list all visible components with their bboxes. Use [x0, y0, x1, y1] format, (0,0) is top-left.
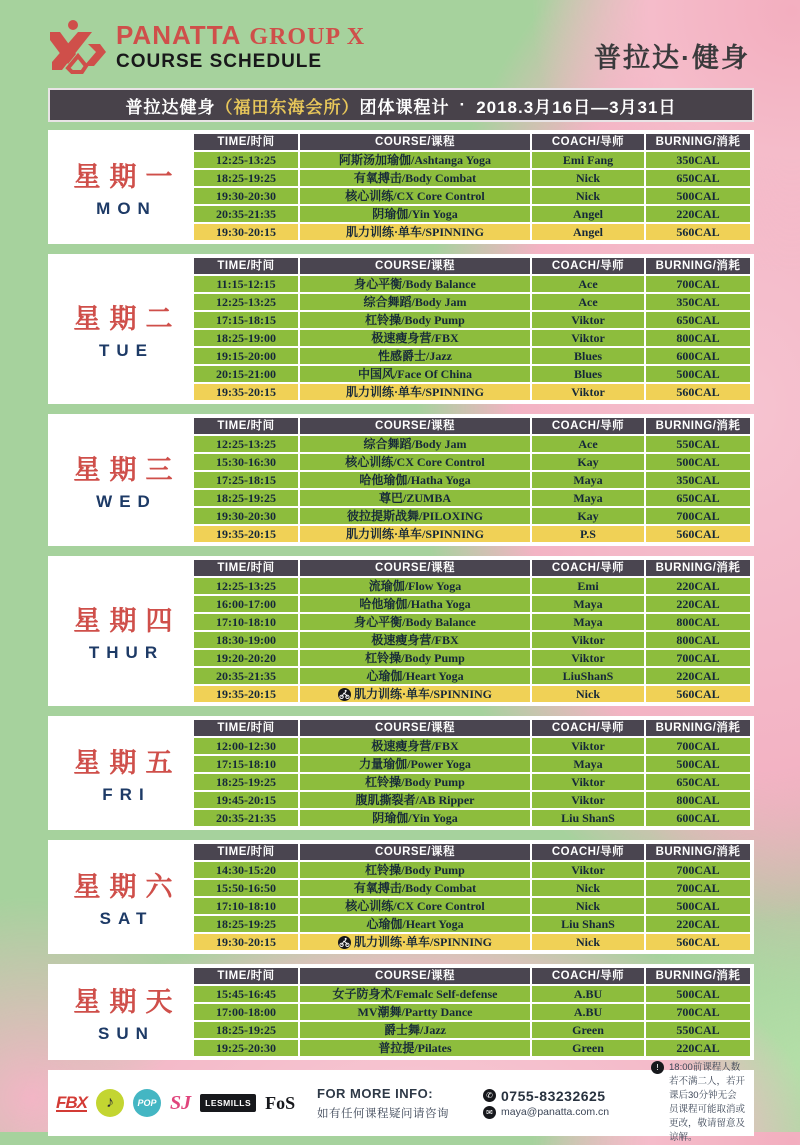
cell-coach: Emi Fang — [532, 152, 644, 168]
brand-chinese: 普拉达·健身 — [594, 43, 750, 73]
day-name-english: TUE — [99, 341, 154, 360]
cell-time: 17:10-18:10 — [194, 614, 298, 630]
cell-burning: 560CAL — [646, 686, 750, 702]
course-name: 肌力训练·单车/SPINNING — [353, 687, 492, 701]
cell-time: 12:25-13:25 — [194, 578, 298, 594]
cell-burning: 700CAL — [646, 276, 750, 292]
brand-groupx: GROUP X — [249, 24, 366, 50]
column-header: COURSE/课程 — [300, 720, 530, 736]
cell-course: 核心训练/CX Core Control — [300, 454, 530, 470]
day-name-chinese: 星期四 — [73, 606, 182, 636]
cell-burning: 550CAL — [646, 1022, 750, 1038]
cell-coach: Emi — [532, 578, 644, 594]
schedule-table — [194, 134, 750, 240]
course-name: 肌力训练·单车/SPINNING — [353, 935, 492, 949]
cell-coach: Nick — [532, 880, 644, 896]
day-label — [52, 418, 194, 542]
email-address[interactable]: maya@panatta.com.cn — [501, 1106, 610, 1118]
cell-course: 力量瑜伽/Power Yoga — [300, 756, 530, 772]
cell-course: MV潮舞/Partty Dance — [300, 1004, 530, 1020]
cell-coach: Nick — [532, 898, 644, 914]
column-header: COACH/导师 — [532, 720, 644, 736]
column-header: TIME/时间 — [194, 844, 298, 860]
brand-subtitle: COURSE SCHEDULE — [116, 51, 323, 72]
column-header: COACH/导师 — [532, 134, 644, 150]
day-section — [48, 716, 754, 830]
cell-coach: Green — [532, 1022, 644, 1038]
lesmills-logo-icon: LESMILLS — [200, 1094, 256, 1112]
column-header: COACH/导师 — [532, 844, 644, 860]
cell-time: 17:15-18:10 — [194, 756, 298, 772]
cell-time: 18:25-19:25 — [194, 490, 298, 506]
cell-burning: 220CAL — [646, 596, 750, 612]
schedule-sections — [48, 130, 754, 1060]
cell-coach: Liu ShanS — [532, 916, 644, 932]
cell-course: 哈他瑜伽/Hatha Yoga — [300, 472, 530, 488]
cell-burning: 500CAL — [646, 366, 750, 382]
cell-burning: 700CAL — [646, 650, 750, 666]
schedule-table — [194, 560, 750, 702]
notice-text: 18:00前课程人数若不满二人，若开课后30分钟无会员课程可能取消或更改，敬请留意及谅解。 — [669, 1062, 746, 1143]
column-header: BURNING/消耗 — [646, 720, 750, 736]
cell-burning: 500CAL — [646, 986, 750, 1002]
day-label — [52, 968, 194, 1056]
cell-course: 肌力训练·单车/SPINNING — [300, 526, 530, 542]
cell-coach: Nick — [532, 170, 644, 186]
cell-burning: 500CAL — [646, 454, 750, 470]
cell-time: 18:25-19:00 — [194, 330, 298, 346]
cell-burning: 500CAL — [646, 898, 750, 914]
cell-coach: A.BU — [532, 1004, 644, 1020]
cell-time: 19:30-20:15 — [194, 224, 298, 240]
column-header: BURNING/消耗 — [646, 134, 750, 150]
column-header: COACH/导师 — [532, 258, 644, 274]
day-section — [48, 414, 754, 546]
info-title: FOR MORE INFO: — [317, 1085, 434, 1101]
cell-burning: 700CAL — [646, 862, 750, 878]
cell-course: 流瑜伽/Flow Yoga — [300, 578, 530, 594]
phone-icon: ✆ — [483, 1089, 496, 1102]
cell-course: 身心平衡/Body Balance — [300, 614, 530, 630]
day-label — [52, 560, 194, 702]
column-header: TIME/时间 — [194, 134, 298, 150]
cell-course: 性感爵士/Jazz — [300, 348, 530, 364]
cell-course: 阴瑜伽/Yin Yoga — [300, 206, 530, 222]
cell-time: 11:15-12:15 — [194, 276, 298, 292]
pop-dance-logo-icon: POP — [133, 1089, 161, 1117]
phone-number[interactable]: 0755-83232625 — [501, 1087, 606, 1104]
cell-course — [300, 686, 530, 702]
cell-coach: Viktor — [532, 384, 644, 400]
cell-time: 15:45-16:45 — [194, 986, 298, 1002]
cell-time: 20:15-21:00 — [194, 366, 298, 382]
column-header: COURSE/课程 — [300, 844, 530, 860]
column-header: TIME/时间 — [194, 560, 298, 576]
cell-coach: Maya — [532, 614, 644, 630]
cell-course: 肌力训练·单车/SPINNING — [300, 384, 530, 400]
cell-course: 极速瘦身营/FBX — [300, 738, 530, 754]
column-header: COURSE/课程 — [300, 134, 530, 150]
cell-time: 12:25-13:25 — [194, 294, 298, 310]
cell-course: 杠铃操/Body Pump — [300, 312, 530, 328]
cell-coach: Maya — [532, 490, 644, 506]
brand-panatta: PANATTA — [116, 20, 242, 50]
cell-time: 19:35-20:15 — [194, 526, 298, 542]
cell-burning: 700CAL — [646, 738, 750, 754]
cell-coach: Viktor — [532, 738, 644, 754]
cell-coach: Nick — [532, 934, 644, 950]
cell-time: 18:25-19:25 — [194, 916, 298, 932]
cell-coach: Maya — [532, 756, 644, 772]
cell-burning: 550CAL — [646, 436, 750, 452]
cell-coach: Viktor — [532, 774, 644, 790]
cell-burning: 650CAL — [646, 490, 750, 506]
cell-coach: Angel — [532, 224, 644, 240]
cell-coach: Ace — [532, 276, 644, 292]
day-name-chinese: 星期一 — [73, 162, 182, 192]
cell-coach: Viktor — [532, 312, 644, 328]
column-header: COURSE/课程 — [300, 968, 530, 984]
email-icon: ✉ — [483, 1106, 496, 1119]
cell-course: 阿斯汤加瑜伽/Ashtanga Yoga — [300, 152, 530, 168]
spinning-cyclist-icon — [338, 688, 351, 701]
cell-time: 20:35-21:35 — [194, 206, 298, 222]
cell-burning: 220CAL — [646, 668, 750, 684]
cell-burning: 560CAL — [646, 934, 750, 950]
cell-time: 19:15-20:00 — [194, 348, 298, 364]
cell-burning: 800CAL — [646, 614, 750, 630]
day-name-english: SUN — [98, 1024, 155, 1043]
brand-name — [116, 22, 365, 50]
cell-course: 女子防身术/Femalc Self-defense — [300, 986, 530, 1002]
contact-block — [483, 1086, 643, 1121]
day-section — [48, 130, 754, 244]
cell-course: 阴瑜伽/Yin Yoga — [300, 810, 530, 826]
cell-time: 19:25-20:30 — [194, 1040, 298, 1056]
day-name-english: SAT — [99, 909, 154, 928]
column-header: COACH/导师 — [532, 418, 644, 434]
title-banner — [48, 88, 754, 122]
cell-course: 心瑜伽/Heart Yoga — [300, 916, 530, 932]
column-header: COACH/导师 — [532, 968, 644, 984]
dancer-logo-icon: ♪ — [96, 1089, 124, 1117]
cell-burning: 700CAL — [646, 1004, 750, 1020]
cell-burning: 700CAL — [646, 508, 750, 524]
cell-course: 有氧搏击/Body Combat — [300, 880, 530, 896]
day-name-english: MON — [96, 199, 157, 218]
column-header: COACH/导师 — [532, 560, 644, 576]
cell-burning: 600CAL — [646, 348, 750, 364]
cell-time: 12:25-13:25 — [194, 152, 298, 168]
cell-course: 核心训练/CX Core Control — [300, 188, 530, 204]
cell-coach: Ace — [532, 294, 644, 310]
day-name-english: THUR — [88, 643, 165, 662]
spinning-cyclist-icon — [338, 936, 351, 949]
schedule-table — [194, 418, 750, 542]
day-section — [48, 254, 754, 404]
cell-coach: Angel — [532, 206, 644, 222]
logo-block — [48, 20, 365, 74]
cyclist-logo-icon: FoS — [265, 1092, 296, 1113]
schedule-table — [194, 844, 750, 950]
cell-course: 杠铃操/Body Pump — [300, 774, 530, 790]
day-section — [48, 964, 754, 1060]
info-block — [317, 1086, 477, 1121]
cell-burning: 350CAL — [646, 294, 750, 310]
cell-course: 有氧搏击/Body Combat — [300, 170, 530, 186]
cell-time: 12:00-12:30 — [194, 738, 298, 754]
cell-coach: A.BU — [532, 986, 644, 1002]
cell-coach: Blues — [532, 348, 644, 364]
banner-suffix: 团体课程计 — [359, 97, 450, 117]
cell-course: 杠铃操/Body Pump — [300, 862, 530, 878]
column-header: TIME/时间 — [194, 968, 298, 984]
cell-course: 中国风/Face Of China — [300, 366, 530, 382]
column-header: BURNING/消耗 — [646, 418, 750, 434]
day-name-chinese: 星期天 — [73, 987, 182, 1017]
cell-burning: 800CAL — [646, 632, 750, 648]
cell-burning: 560CAL — [646, 526, 750, 542]
cell-course: 尊巴/ZUMBA — [300, 490, 530, 506]
cell-coach: Nick — [532, 686, 644, 702]
cell-coach: Viktor — [532, 862, 644, 878]
cell-course: 肌力训练·单车/SPINNING — [300, 224, 530, 240]
cell-time: 18:30-19:00 — [194, 632, 298, 648]
banner-prefix: 普拉达健身 — [125, 97, 216, 117]
column-header: TIME/时间 — [194, 258, 298, 274]
banner-separator: · — [459, 95, 467, 114]
cell-coach: P.S — [532, 526, 644, 542]
notice-block — [651, 1061, 746, 1145]
cell-coach: Liu ShanS — [532, 810, 644, 826]
cell-time: 18:25-19:25 — [194, 170, 298, 186]
cell-coach: Ace — [532, 436, 644, 452]
cell-course: 普拉提/Pilates — [300, 1040, 530, 1056]
cell-coach: Viktor — [532, 792, 644, 808]
cell-time: 17:25-18:15 — [194, 472, 298, 488]
day-name-chinese: 星期三 — [73, 455, 182, 485]
cell-burning: 500CAL — [646, 188, 750, 204]
cell-coach: Viktor — [532, 650, 644, 666]
cell-course: 综合舞蹈/Body Jam — [300, 294, 530, 310]
schedule-table — [194, 968, 750, 1056]
cell-coach: Nick — [532, 188, 644, 204]
cell-time: 17:10-18:10 — [194, 898, 298, 914]
cell-burning: 500CAL — [646, 756, 750, 772]
column-header: BURNING/消耗 — [646, 560, 750, 576]
cell-burning: 600CAL — [646, 810, 750, 826]
day-label — [52, 258, 194, 400]
day-name-chinese: 星期二 — [73, 304, 182, 334]
cell-time: 15:30-16:30 — [194, 454, 298, 470]
sj-logo-icon: SJ — [170, 1091, 192, 1114]
column-header: COURSE/课程 — [300, 258, 530, 274]
cell-course: 心瑜伽/Heart Yoga — [300, 668, 530, 684]
warning-icon: ! — [651, 1061, 664, 1074]
cell-coach: Kay — [532, 454, 644, 470]
cell-time: 19:35-20:15 — [194, 384, 298, 400]
cell-time: 12:25-13:25 — [194, 436, 298, 452]
page-header — [48, 0, 754, 88]
day-name-chinese: 星期六 — [73, 872, 182, 902]
cell-course: 极速瘦身营/FBX — [300, 330, 530, 346]
day-label — [52, 720, 194, 826]
column-header: COURSE/课程 — [300, 560, 530, 576]
page — [48, 0, 754, 1143]
cell-time: 16:00-17:00 — [194, 596, 298, 612]
info-subtitle: 如有任何课程疑问请咨询 — [317, 1107, 449, 1120]
column-header: TIME/时间 — [194, 418, 298, 434]
cell-burning: 560CAL — [646, 384, 750, 400]
day-name-english: FRI — [102, 785, 151, 804]
banner-date-range: 2018.3月16日—3月31日 — [476, 97, 677, 117]
cell-course: 爵士舞/Jazz — [300, 1022, 530, 1038]
cell-time: 19:45-20:15 — [194, 792, 298, 808]
cell-coach: Viktor — [532, 330, 644, 346]
cell-coach: Viktor — [532, 632, 644, 648]
cell-time: 20:35-21:35 — [194, 810, 298, 826]
cell-burning: 800CAL — [646, 792, 750, 808]
schedule-table — [194, 720, 750, 826]
cell-burning: 220CAL — [646, 578, 750, 594]
partner-logos — [56, 1089, 311, 1117]
cell-course: 哈他瑜伽/Hatha Yoga — [300, 596, 530, 612]
cell-coach: Maya — [532, 472, 644, 488]
cell-course — [300, 934, 530, 950]
column-header: COURSE/课程 — [300, 418, 530, 434]
cell-coach: Kay — [532, 508, 644, 524]
cell-course: 极速瘦身营/FBX — [300, 632, 530, 648]
cell-burning: 560CAL — [646, 224, 750, 240]
day-label — [52, 134, 194, 240]
column-header: BURNING/消耗 — [646, 844, 750, 860]
cell-course: 核心训练/CX Core Control — [300, 898, 530, 914]
banner-club-name: （福田东海会所） — [215, 97, 360, 117]
column-header: BURNING/消耗 — [646, 968, 750, 984]
brand-text — [116, 20, 365, 73]
page-footer — [48, 1062, 754, 1143]
cell-burning: 650CAL — [646, 312, 750, 328]
cell-coach: Maya — [532, 596, 644, 612]
cell-burning: 350CAL — [646, 472, 750, 488]
cell-burning: 220CAL — [646, 916, 750, 932]
day-section — [48, 556, 754, 706]
day-section — [48, 840, 754, 954]
cell-time: 19:30-20:30 — [194, 508, 298, 524]
cell-time: 19:20-20:20 — [194, 650, 298, 666]
column-header: BURNING/消耗 — [646, 258, 750, 274]
cell-course: 彼拉提斯战舞/PILOXING — [300, 508, 530, 524]
column-header: TIME/时间 — [194, 720, 298, 736]
cell-burning: 650CAL — [646, 170, 750, 186]
cell-burning: 700CAL — [646, 880, 750, 896]
cell-burning: 650CAL — [646, 774, 750, 790]
fbx-logo-icon: FBX — [56, 1092, 87, 1112]
cell-coach: Blues — [532, 366, 644, 382]
cell-time: 19:35-20:15 — [194, 686, 298, 702]
cell-time: 19:30-20:15 — [194, 934, 298, 950]
cell-time: 18:25-19:25 — [194, 774, 298, 790]
cell-time: 20:35-21:35 — [194, 668, 298, 684]
schedule-table — [194, 258, 750, 400]
cell-burning: 220CAL — [646, 206, 750, 222]
cell-course: 身心平衡/Body Balance — [300, 276, 530, 292]
cell-time: 14:30-15:20 — [194, 862, 298, 878]
cell-burning: 350CAL — [646, 152, 750, 168]
cell-time: 19:30-20:30 — [194, 188, 298, 204]
panatta-x-logo-icon — [48, 20, 106, 74]
cell-time: 15:50-16:50 — [194, 880, 298, 896]
cell-burning: 800CAL — [646, 330, 750, 346]
cell-burning: 220CAL — [646, 1040, 750, 1056]
cell-coach: Green — [532, 1040, 644, 1056]
day-label — [52, 844, 194, 950]
cell-coach: LiuShanS — [532, 668, 644, 684]
cell-time: 17:00-18:00 — [194, 1004, 298, 1020]
cell-time: 17:15-18:15 — [194, 312, 298, 328]
day-name-english: WED — [96, 492, 157, 511]
cell-course: 腹肌撕裂者/AB Ripper — [300, 792, 530, 808]
cell-course: 综合舞蹈/Body Jam — [300, 436, 530, 452]
day-name-chinese: 星期五 — [73, 748, 182, 778]
cell-time: 18:25-19:25 — [194, 1022, 298, 1038]
cell-course: 杠铃操/Body Pump — [300, 650, 530, 666]
